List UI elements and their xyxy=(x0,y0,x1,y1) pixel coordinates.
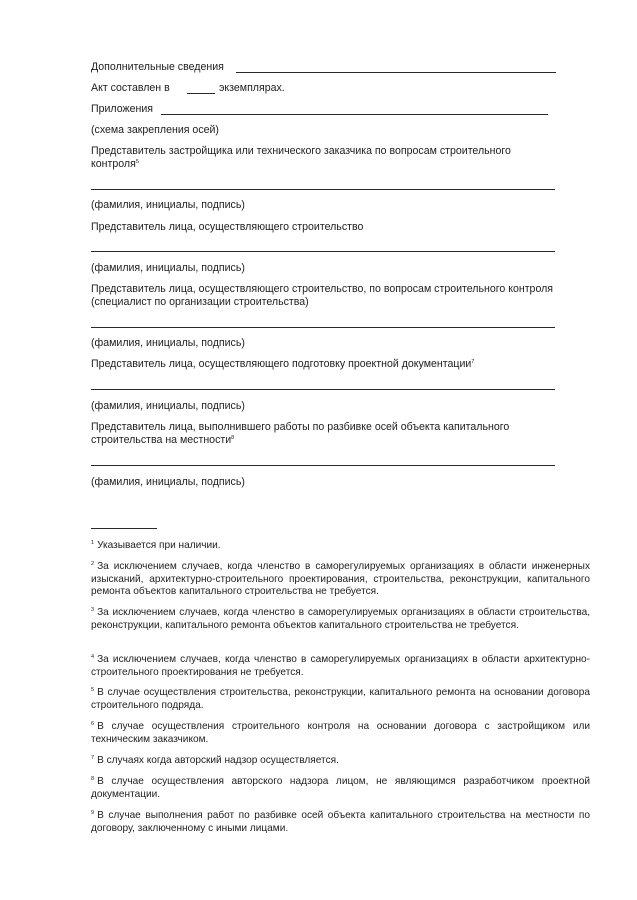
footnote xyxy=(91,755,590,768)
signatory-title: Представитель лица, осуществляющего строительство xyxy=(91,221,364,233)
footnote-mark: 4 xyxy=(91,654,95,660)
act-copies-prefix: Акт составлен в xyxy=(91,82,170,94)
footnote-separator xyxy=(91,528,157,529)
additional-info-field[interactable] xyxy=(236,72,556,73)
footnote xyxy=(91,654,590,679)
axes-scheme-note: (схема закрепления осей) xyxy=(91,124,219,136)
signatory-title: Представитель лица, осуществляющего строительство, по вопросам строительного контроля xyxy=(91,283,554,295)
footnote-mark: 9 xyxy=(91,810,95,816)
footnote-ref: 7 xyxy=(471,359,475,365)
footnote-ref: 5 xyxy=(135,159,139,165)
footnote-text: В случае осуществления авторского надзора лицом, не являющимся разработчиком проектной документации. xyxy=(91,776,590,800)
footnote-text: В случаях когда авторский надзор осуществляется. xyxy=(97,755,339,766)
footnote-text: За исключением случаев, когда членство в саморегулируемых организациях в области строительства, реконструкции, капитального ремонта объектов капитального строительства не требуется. xyxy=(91,607,590,631)
act-copies-field[interactable] xyxy=(187,93,215,94)
footnote-text: За исключением случаев, когда членство в саморегулируемых организациях в области инженерных изысканий, архитектурно-строительного проектирования, строительства, реконструкции, капитального ремонта объектов капитального строительства не требуется. xyxy=(91,561,590,598)
signature-line[interactable] xyxy=(91,251,555,252)
signatory-title-cont xyxy=(91,158,139,171)
signature-line[interactable] xyxy=(91,189,555,190)
signatory-title-cont: (специалист по организации строительства) xyxy=(91,296,309,308)
signature-line[interactable] xyxy=(91,465,555,466)
footnote-mark: 1 xyxy=(91,540,95,546)
signatory-title-text: Представитель лица, осуществляющего подготовку проектной документации xyxy=(91,358,472,370)
signature-line[interactable] xyxy=(91,327,555,328)
footnote-mark: 2 xyxy=(91,561,95,567)
signatory-title: Представитель лица, выполнившего работы по разбивке осей объекта капитального xyxy=(91,421,510,433)
signatory-title-cont-text: контроля xyxy=(91,158,136,170)
footnote-ref: 8 xyxy=(231,435,235,441)
signatory-title-cont-text: строительства на местности xyxy=(91,434,232,446)
footnote xyxy=(91,776,590,801)
attachments-label: Приложения xyxy=(91,103,153,115)
signature-caption: (фамилия, инициалы, подпись) xyxy=(91,199,245,211)
footnote-mark: 8 xyxy=(91,776,95,782)
footnote-mark: 3 xyxy=(91,607,95,613)
footnote-text: В случае выполнения работ по разбивке осей объекта капитального строительства на местности по договору, заключенному с иными лицами. xyxy=(91,810,590,834)
attachments-field[interactable] xyxy=(161,114,548,115)
footnote xyxy=(91,721,590,746)
signature-line[interactable] xyxy=(91,389,555,390)
footnote-text: За исключением случаев, когда членство в саморегулируемых организациях в области архитектурно-строительного проектирования не требуется. xyxy=(91,654,590,678)
signature-caption: (фамилия, инициалы, подпись) xyxy=(91,476,245,488)
footnote xyxy=(91,540,590,553)
footnote-mark: 7 xyxy=(91,755,95,761)
footnote xyxy=(91,810,590,835)
signature-caption: (фамилия, инициалы, подпись) xyxy=(91,262,245,274)
signature-caption: (фамилия, инициалы, подпись) xyxy=(91,337,245,349)
footnote-mark: 5 xyxy=(91,687,95,693)
act-copies-suffix: экземплярах. xyxy=(219,82,285,94)
additional-info-label: Дополнительные сведения xyxy=(91,61,224,73)
footnote xyxy=(91,687,590,712)
signatory-title: Представитель застройщика или технического заказчика по вопросам строительного xyxy=(91,145,511,157)
signatory-title xyxy=(91,358,474,371)
footnote-text: Указывается при наличии. xyxy=(97,540,221,551)
footnote-text: В случае осуществления строительства, реконструкции, капитального ремонта на основании договора строительного подряда. xyxy=(91,687,590,711)
footnote xyxy=(91,561,590,599)
signature-caption: (фамилия, инициалы, подпись) xyxy=(91,400,245,412)
footnote-text: В случае осуществления строительного контроля на основании договора с застройщиком или техническим заказчиком. xyxy=(91,721,590,745)
signatory-title-cont xyxy=(91,434,234,447)
footnote xyxy=(91,607,590,632)
footnote-mark: 6 xyxy=(91,721,95,727)
